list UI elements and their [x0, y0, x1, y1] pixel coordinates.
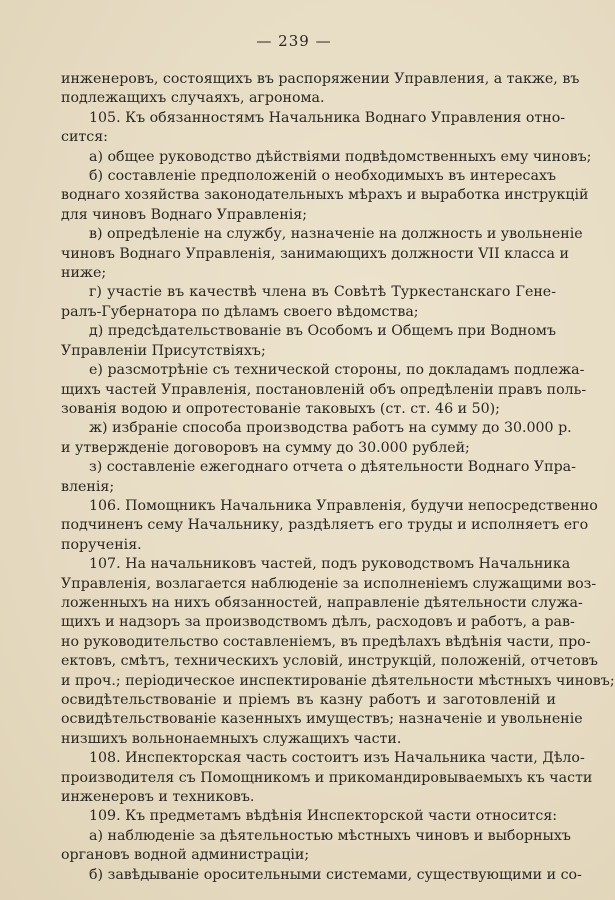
text-line: вленія;: [61, 478, 115, 495]
text-line: 105. Къ обязанностямъ Начальника Воднаго Управления отно-: [89, 109, 566, 126]
text-line: а) общее руководство дѣйствіями подвѣдомственныхъ ему чиновъ;: [89, 148, 592, 165]
text-line: ралъ-Губернатора по дѣламъ своего вѣдомства;: [61, 303, 419, 320]
text-line: и проч.; періодическое инспектированіе дѣятельности мѣстныхъ чиновъ;: [61, 672, 615, 689]
text-line: для чиновъ Воднаго Управленія;: [61, 206, 308, 223]
text-line: 106. Помощникъ Начальника Управленія, будучи непосредственно: [89, 497, 598, 514]
text-line: ниже;: [61, 265, 107, 282]
text-line: г) участіе въ качествѣ члена въ Совѣтѣ Туркестанскаго Гене-: [89, 284, 556, 301]
text-line: б) составленіе предположеній о необходимыхъ въ интересахъ: [89, 168, 556, 185]
text-line: в) опредѣленіе на службу, назначеніе на должность и увольненіе: [89, 226, 583, 243]
text-line: инженеровъ, состоящихъ въ распоряжении Управления, а также, въ: [61, 71, 580, 87]
text-line: а) наблюденіе за дѣятельностью мѣстныхъ чиновъ и выборныхъ: [89, 827, 571, 844]
text-line: щихъ и надзоръ за производствомъ дѣлъ, расходовъ и работъ, а рав-: [61, 614, 575, 631]
text-line: ектовъ, смѣтъ, техническихъ условій, инструкцій, положеній, отчетовъ: [61, 653, 598, 670]
text-line: 109. Къ предметамъ вѣдѣнія Инспекторской части относится:: [89, 808, 558, 825]
text-line: ж) избраніе способа производства работъ на сумму до 30.000 р.: [89, 420, 572, 437]
text-line: производителя съ Помощникомъ и прикомандировываемыхъ къ части: [61, 769, 593, 786]
text-line: воднаго хозяйства законодательныхъ мѣрахъ и выработка инструкцій: [61, 187, 589, 204]
text-line: щихъ частей Управленія, постановленій объ опредѣленіи правъ поль-: [61, 381, 587, 398]
text-line: порученія.: [61, 536, 142, 553]
text-line: ложенныхъ на нихъ обязанностей, направленіе дѣятельности служа-: [61, 594, 583, 611]
text-line: подчиненъ сему Начальнику, раздѣляетъ его труды и исполняетъ его: [61, 517, 589, 534]
text-line: з) составленіе ежегоднаго отчета о дѣятельности Воднаго Упра-: [89, 459, 576, 476]
text-line: 108. Инспекторская часть состоитъ изъ Начальника части, Дѣло-: [89, 750, 585, 767]
text-line: сится:: [61, 129, 108, 146]
text-line: 107. На начальниковъ частей, подъ руководствомъ Начальника: [89, 556, 571, 573]
text-line: органовъ водной администраціи;: [61, 847, 310, 864]
text-line: чиновъ Воднаго Управленія, занимающихъ должности VII класса и: [61, 245, 569, 262]
text-line: Управленіи Присутствіяхъ;: [61, 342, 266, 359]
page-number: — 239 —: [256, 32, 332, 50]
text-line: и утвержденіе договоровъ на сумму до 30.000 рублей;: [61, 439, 470, 456]
text-line: зованія водою и опротестованіе таковыхъ (ст. ст. 46 и 50);: [61, 400, 500, 417]
text-line: но руководительство составленіемъ, въ предѣлахъ вѣдѣнія части, про-: [61, 633, 591, 650]
text-line: освидѣтельствованіе и пріемъ въ казну работъ и заготовленій и: [61, 692, 556, 708]
text-line: Управленія, возлагается наблюденіе за исполненіемъ служащими воз-: [61, 575, 597, 592]
text-line: д) предсѣдательствованіе въ Особомъ и Общемъ при Водномъ: [89, 323, 556, 340]
page-body: [61, 70, 615, 885]
text-line: б) завѣдываніе оросительными системами, существующими и со-: [89, 866, 582, 883]
text-line: подлежащихъ случаяхъ, агронома.: [61, 90, 325, 107]
text-line: низшихъ вольнонаемныхъ служащихъ части.: [61, 730, 402, 747]
text-line: инженеровъ и техниковъ.: [61, 789, 255, 806]
text-line: е) разсмотрѣніе съ технической стороны, по докладамъ подлежа-: [89, 362, 585, 379]
text-line: освидѣтельствованіе казенныхъ имуществъ; назначеніе и увольненіе: [61, 711, 583, 728]
